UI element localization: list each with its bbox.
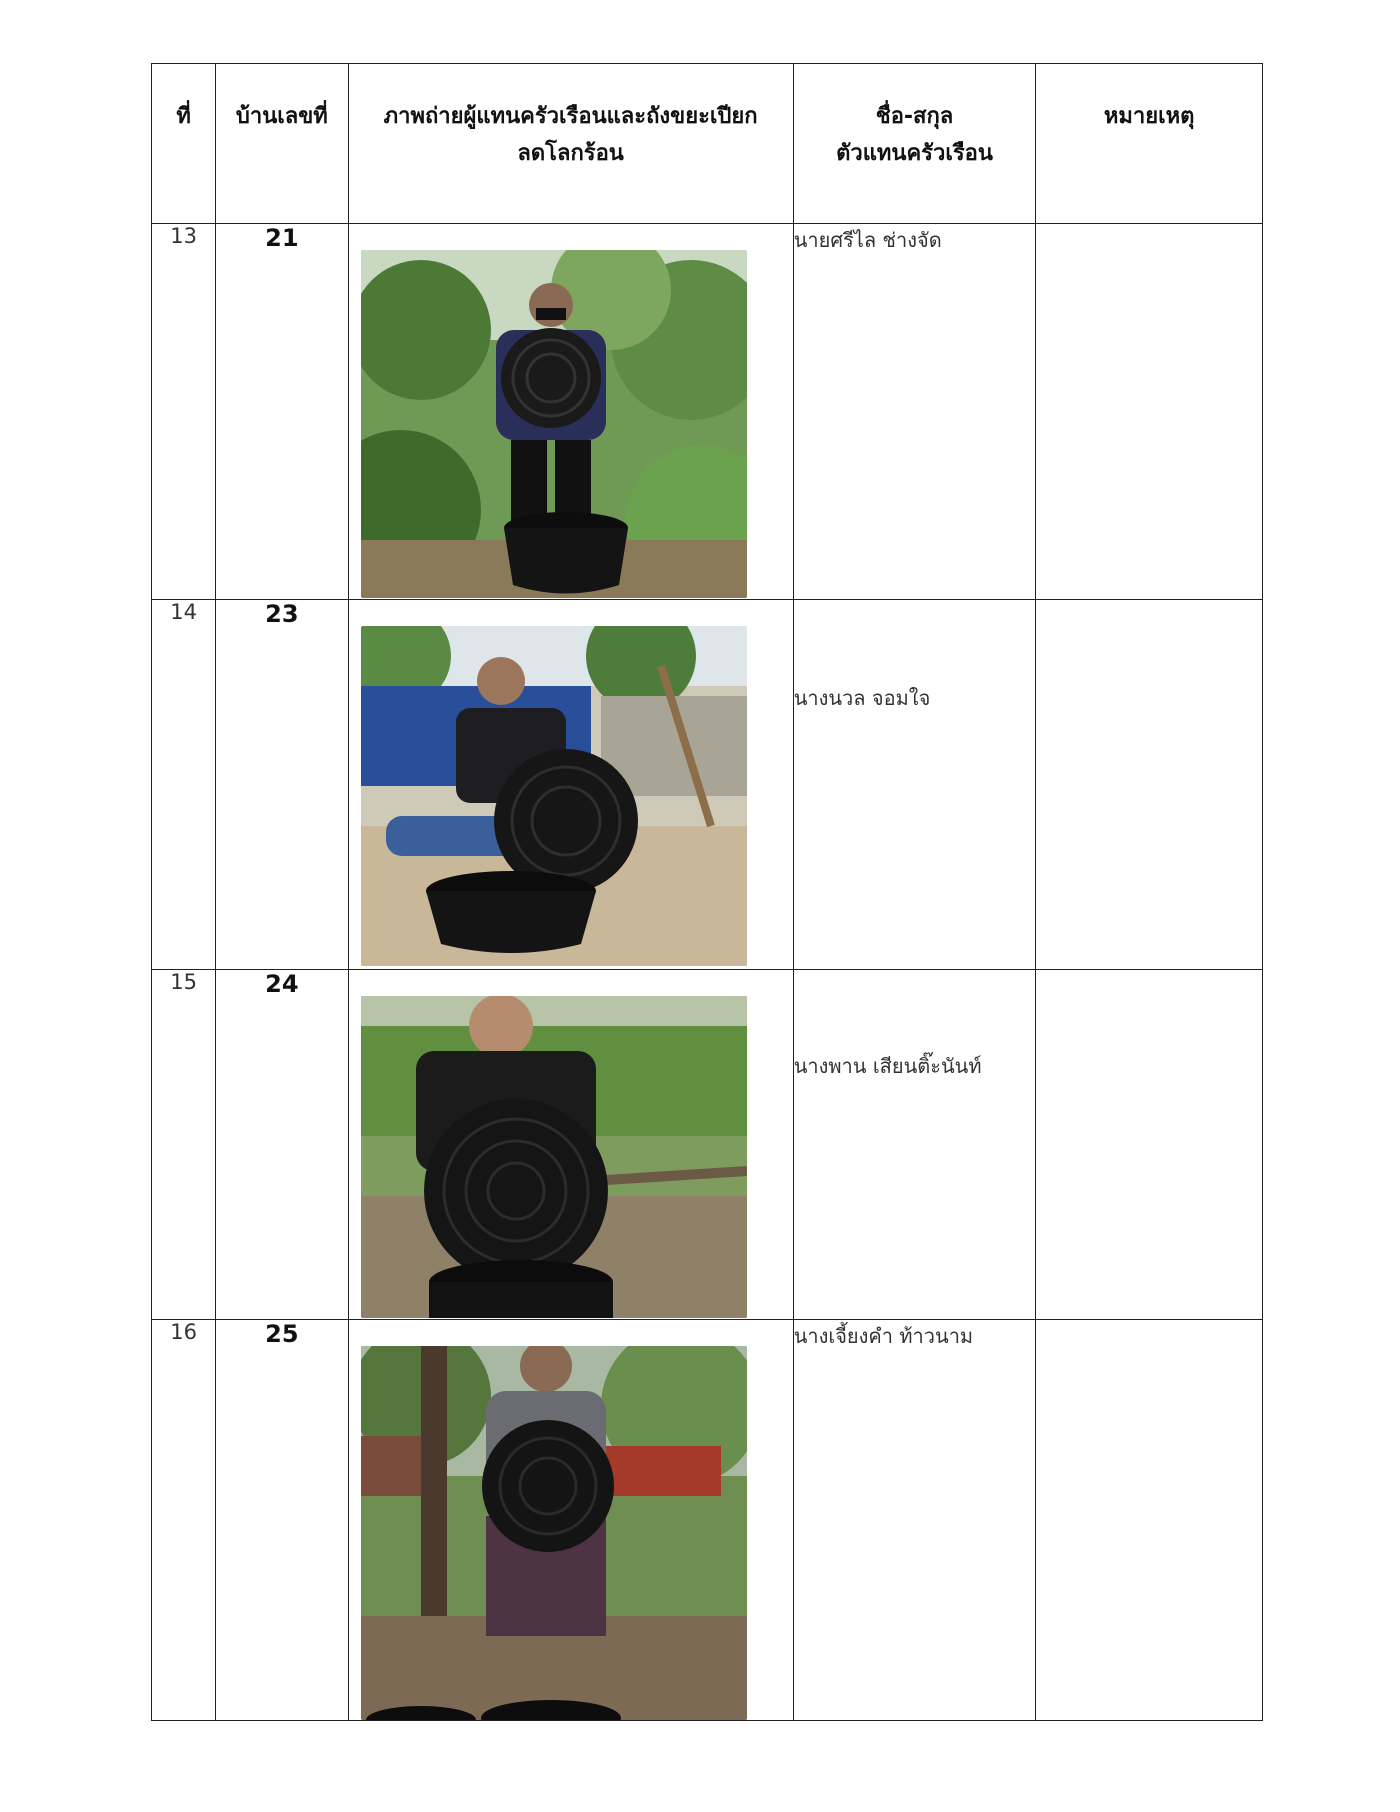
header-row xyxy=(152,64,1263,224)
header-note: หมายเหตุ xyxy=(1036,64,1263,224)
table-row xyxy=(152,224,1263,600)
house-number: 23 xyxy=(216,600,348,970)
household-representative-name: นายศรีไล ช่างจัด xyxy=(793,224,1036,600)
household-representative-name: นางนวล จอมใจ xyxy=(793,600,1036,970)
header-no: ที่ xyxy=(152,64,216,224)
photo-cell xyxy=(348,600,793,970)
header-photo-line1: ภาพถ่ายผู้แทนครัวเรือนและถังขยะเปียก xyxy=(383,104,758,129)
header-name xyxy=(793,64,1036,224)
photo-cell xyxy=(348,224,793,600)
household-table xyxy=(151,63,1263,1721)
row-number: 16 xyxy=(152,1320,216,1721)
header-photo-line2: ลดโลกร้อน xyxy=(517,141,624,167)
household-photo xyxy=(361,250,747,598)
photo-cell xyxy=(348,970,793,1320)
house-number: 25 xyxy=(216,1320,348,1721)
household-representative-name: นางเจี้ยงคำ ท้าวนาม xyxy=(793,1320,1036,1721)
row-number: 15 xyxy=(152,970,216,1320)
note-cell xyxy=(1036,970,1263,1320)
header-name-line2: ตัวแทนครัวเรือน xyxy=(836,141,993,167)
table-row xyxy=(152,600,1263,970)
header-house-number: บ้านเลขที่ xyxy=(216,64,348,224)
house-number: 21 xyxy=(216,224,348,600)
household-representative-name: นางพาน เสียนติ๊ะนันท์ xyxy=(793,970,1036,1320)
row-number: 13 xyxy=(152,224,216,600)
household-photo xyxy=(361,996,747,1318)
household-photo xyxy=(361,626,747,966)
row-number: 14 xyxy=(152,600,216,970)
note-cell xyxy=(1036,600,1263,970)
note-cell xyxy=(1036,224,1263,600)
table-row xyxy=(152,1320,1263,1721)
header-name-line1: ชื่อ-สกุล xyxy=(875,104,954,129)
house-number: 24 xyxy=(216,970,348,1320)
household-photo xyxy=(361,1346,747,1720)
table-row xyxy=(152,970,1263,1320)
header-photo xyxy=(348,64,793,224)
photo-cell xyxy=(348,1320,793,1721)
note-cell xyxy=(1036,1320,1263,1721)
